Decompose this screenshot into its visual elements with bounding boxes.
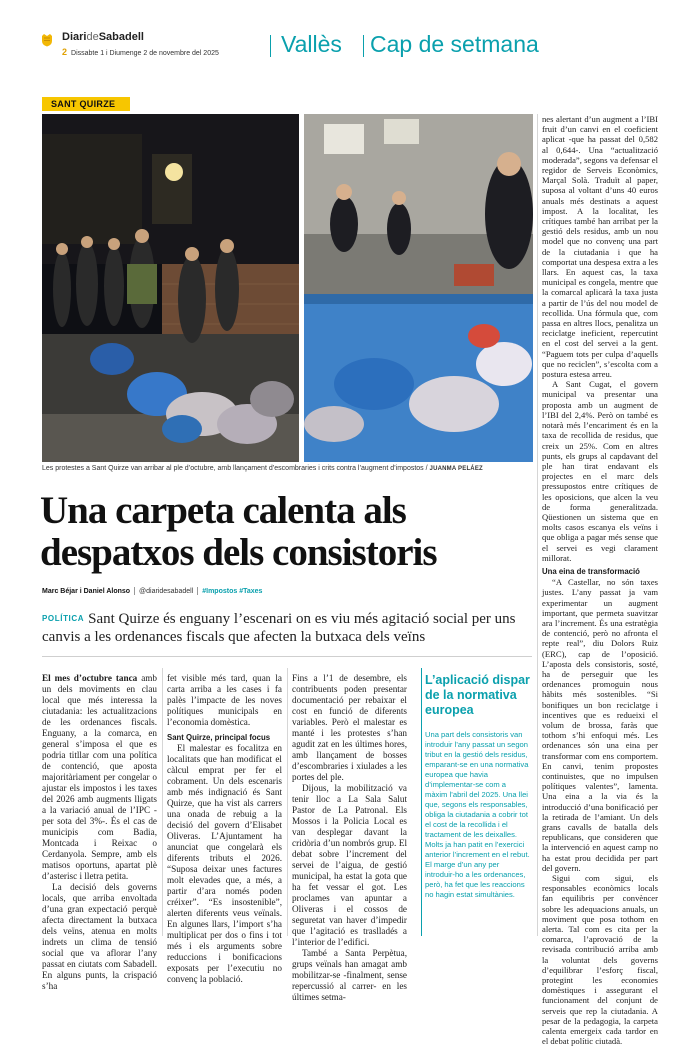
subhead: Una eina de transformació [542, 566, 640, 576]
location-tag: SANT QUIRZE [42, 97, 130, 111]
subsection-title: Cap de setmana [370, 31, 539, 57]
sidebar-title: L’aplicació dispar de la normativa europea [425, 673, 530, 717]
lead-text: Sant Quirze és enguany l’escenari on es viu més agitació social per uns canvis a les ordenances fiscals que afecten la butxaca dels veïns [42, 611, 516, 645]
column-divider [162, 668, 163, 936]
column-divider [537, 114, 538, 936]
photo-credit: JUANMA PELÁEZ [429, 466, 483, 472]
lead-label: POLÍTICA [42, 614, 85, 623]
section-title: Vallès [281, 31, 342, 57]
byline-divider [134, 587, 135, 595]
photo-protest-street [42, 114, 299, 462]
headline: Una carpeta calenta als despatxos dels consistoris [40, 489, 437, 574]
shield-crown-icon [41, 33, 53, 47]
article-column-3: Fins a l’1 de desembre, els contribuents poden presentar documentació per rebaixar el cost en funció de diferents variables. Però el malestar es manté i les protestes s’han agudit zat en les últimes hores, amb llançament de bosses d’escombraries i xiulades a les portes del ple. Dijous, la mobilització va tenir lloc a La Sala Salut Pastor de La Patronal. Els Mossos i la Policia Local es van desplegar davant la cridòria d’un nombrós grup. El debat sobre l’increment del servei de l’aigua, de gestió municipal, ha estat la gota que ha fet vessar el got. Les proclames van apuntar a Oliveras i el cossos de seguretat van haver d’impedir que l’agitació es traslladés a l’interior de l’edifici. També a Santa Perpètua, grups veïnals han amagat amb mobilitzar-se -finalment, sense repercussió al carrer- en les últimes setma- [292, 673, 407, 1002]
header-divider [363, 35, 364, 57]
issue-date: Dissabte 1 i Diumenge 2 de novembre del 2025 [71, 50, 219, 57]
byline [42, 587, 262, 595]
byline-divider [197, 587, 198, 595]
hashtags: #Impostos #Taxes [202, 587, 263, 595]
photo-council-meeting [304, 114, 533, 462]
sidebar-text: Una part dels consistoris van introduir l’any passat un segon tribut en la gestió dels residus, emparant-se en una normativa europea que havia d’implementar-se com a màxim l’abril del 2025. Una llei que, segons els responsables, obliga la ciutadania a cobrir tot el cost de la recollida i el tractament de les deixalles. Molts ja han patit en l’exercici anterior l’increment en el rebut. El marge d’un any per introduir-ho a les ordenances, però, ha fet que les reaccions no hagin estat simultànies. [425, 730, 530, 899]
photo-caption: Les protestes a Sant Quirze van arribar al ple d’octubre, amb llançament d’escombraries i crits contra l’augment d’impostos / JUANMA PELÁEZ [42, 465, 483, 472]
subhead: Sant Quirze, principal focus [167, 733, 271, 742]
lead-paragraph [42, 610, 532, 646]
page-number: 2 [62, 47, 68, 57]
column-divider [287, 668, 288, 936]
article-column-1: El mes d’octubre tanca amb un dels moviments en clau local que més interessa la ciutadania: les actualitzacions de les ordenances fiscals. Enguany, a la comarca, en general s’imposa el que es podria titllar com una política de contenció, que aposta majoritàriament per congelar o ajustar els impostos i les taxes del 2026 amb augments lligats a la variació anual de l’IPC -per sota del 3%-. És el cas de municipis com Badia, Montcada i Reixac o Cerdanyola. Sempre, amb els matisos oportuns, apartat plè d’asterisc i lletra petita. La decisió dels governs locals, que arriba envoltada d’una gran expectació perquè afecta directament la butxaca dels veïns, atenua en molts indrets un clima de tensió social que va aflorar l’any passat en ciutats com Sabadell. En alguns punts, la crispació s’ha [42, 673, 158, 991]
brand-name: DiarideSabadell [62, 31, 144, 43]
twitter-handle: @diaridesabadell [139, 587, 194, 595]
page-info [62, 47, 219, 57]
drop-lead: El mes d’octubre tanca [42, 673, 138, 683]
lead-divider [42, 656, 532, 657]
header-divider [270, 35, 271, 57]
authors: Marc Béjar i Daniel Alonso [42, 587, 131, 595]
article-column-2: fet visible més tard, quan la carta arriba a les cases i fa palès l’impacte de les noves polítiques municipals en l’economia domèstica. Sant Quirze, principal focus El malestar es focalitza en localitats que han modificat el càlcul emprat per fer el cobrament. Un dels escenaris amb més indignació és Sant Quirze, que ha vist als carrers una onada de rebuig a la decisió del govern d’Elisabet Oliveras. L’Ajuntament ha anunciat que congelarà els diferents tributs el 2026. “Suposa deixar unes factures molt elevades que, a més, a partir d’ara només poden créixer”. “Es insostenible”, alerten diferents veus veïnals. En algunes llars, l’import s’ha multiplicat per dos o fins i tot més i els arguments sobre reduccions i bonificacions exposats per l’executiu no convenç la població. [167, 673, 282, 984]
sidebar-divider [421, 668, 422, 936]
article-column-right: nes alertant d’un augment a l’IBI fruit d’un canvi en el coeficient aplicat -que ha passat del 0,582 al 0,644-. Una “actualització moderada”, segons va defensar el regidor de Serveis Econòmics, Marçal Solà. Traduït al paper, suposa al voltant d’uns 40 euros anuals més destinats a aquest impost. A la localitat, les crítiques també han arribat per la gestió dels residus, amb un nou model que no convenç una part de la ciutadania i que ha comportat una despesa extra a les llars. En aquest cas, la taxa municipal es congela, mentre que la comarcal aplicarà la taxa justa a partir de l’ús del nou model de recollida. Una fórmula que, com passa en altres llocs, penalitza un reciclatge ineficient, repercutint en el cost del servei a la gent. “Paguem tots per culpa d’aquells que no reciclen”, s’escolta com a postura estesa arreu. A Sant Cugat, el govern municipal va presentar una proposta amb un augment de l’IBI del 2,4%. Però on també es notarà més l’encariment és en la taxa de recollida de residus, que creix un 25%. Com en altres punts, els grups al capdavant del ple han tirat endavant els projectes en el marc dels pressupostos entre crítiques de les oposicions, que alcen la veu de forma generalitzada. Qüestionen un sistema que en molts casos escanya els veïns i que obliga a pagar més sense que el servei es vegi clarament millorat. Una eina de transformació “A Castellar, no són taxes justes. L’any passat ja vam experimentar un augment important, que permeta suavitzar ara l’increment. És una estratègia de contenció, però no afronta el repte real”, diu Dolors Ruiz (ERC), cap de l’oposició. L’aposta dels consistoris, sosté, ha de perseguir que les ordenances promoguin nous hàbits més sostenibles. “Si bonifiques un bon reciclatge i incentives que es redueixi el volum de brossa, faràs que tothom s’hi enfoqui més. Les ordenances són una eina per transformar com ens comportem. En canvi, tenim propostes continuistes, que no impulsen polítiques valentes”, lamenta. Una eina a la via és la introducció d’una bonificació per la retirada de l’amiant. Un dels grans cavalls de batalla dels republicans, que consideren que la intervenció en aquest camp no ha estat prou decidida per part del govern. Sigui com sigui, els responsables econòmics locals fan equilibris per convèncer sobre les adequacions anuals, un moviment que posa tothom en alerta. Tal com es cita per la comarca, l’aprovació de la revisada contribució arriba amb la voluntat dels governs d’equilibrar l’esforç fiscal, protegint les economies domèstiques i assegurant el funcionament del conjunt de serveis que rep la ciutadania. A pesar de la pedagogia, la carpeta calenta emergeix cada tardor en el debat polític ciutadà. [542, 114, 658, 1046]
